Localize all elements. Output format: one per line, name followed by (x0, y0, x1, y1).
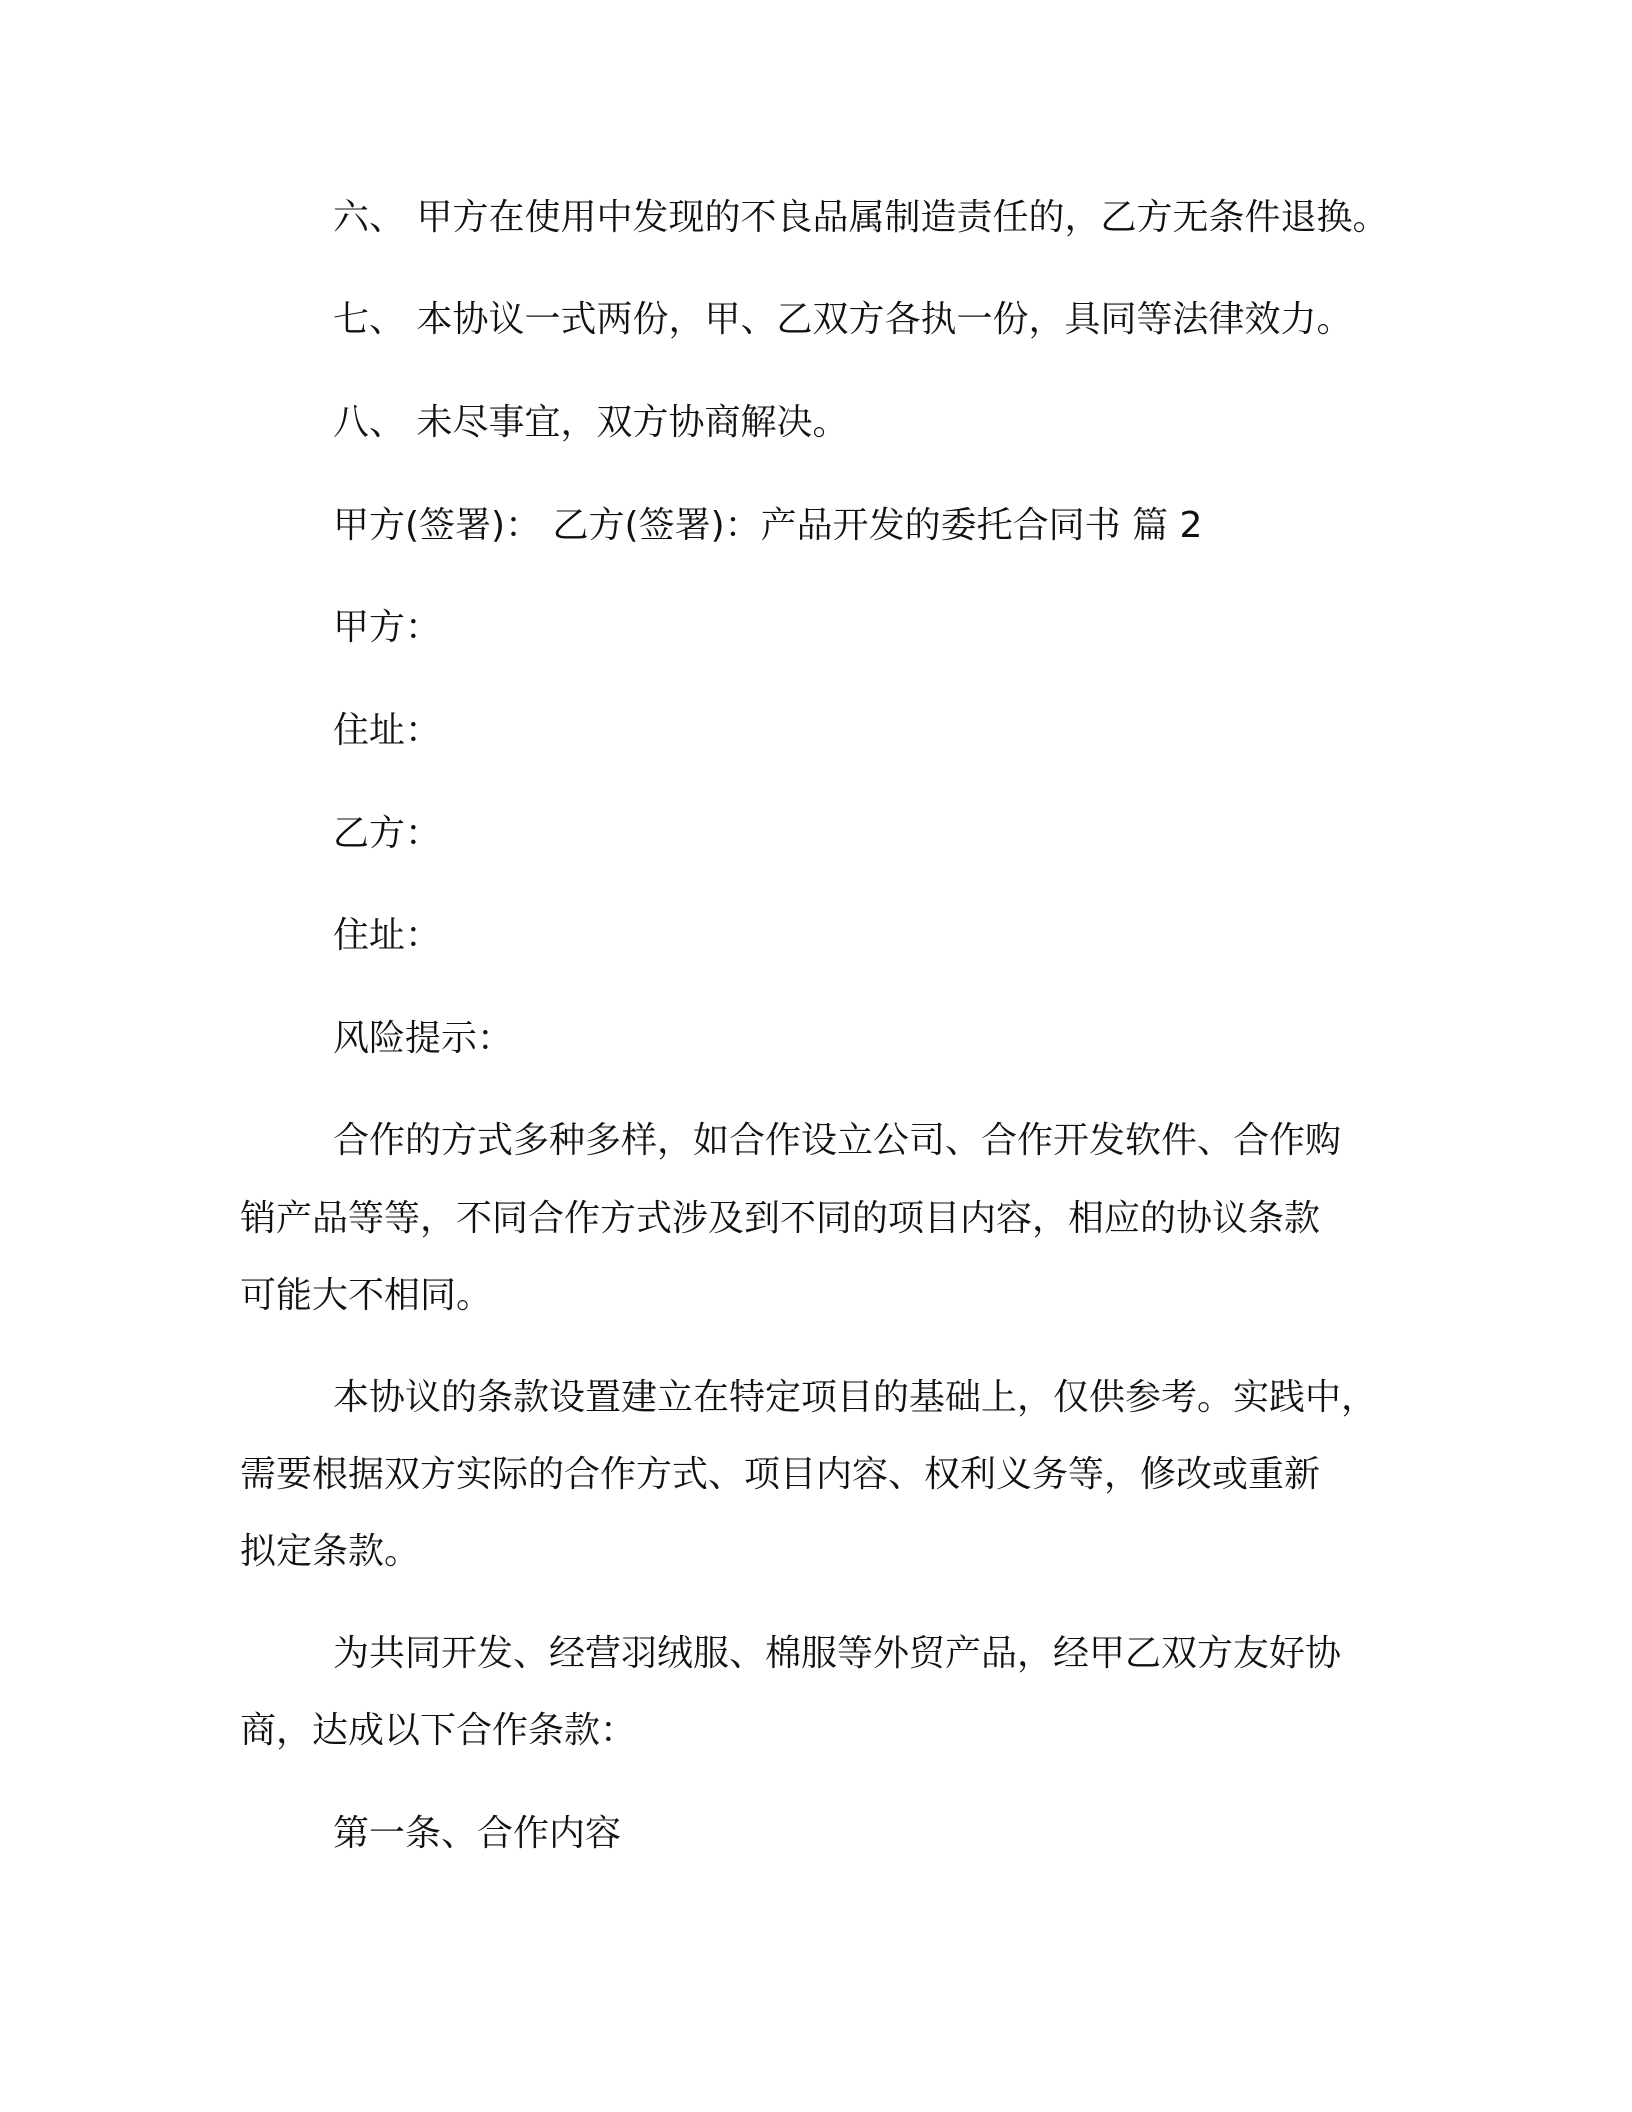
paragraph-line: 可能大不相同。 (240, 1275, 493, 1316)
party-a-label: 甲方： (333, 607, 442, 648)
paragraph-line: 合作的方式多种多样，如合作设立公司、合作开发软件、合作购 (333, 1120, 1342, 1161)
clause-eight: 八、 未尽事宜，双方协商解决。 (333, 402, 849, 443)
clause-seven: 七、 本协议一式两份，甲、乙双方各执一份，具同等法律效力。 (333, 299, 1353, 340)
paragraph-line: 商，达成以下合作条款： (240, 1710, 637, 1751)
section-heading: 第一条、合作内容 (333, 1813, 622, 1854)
party-b-label: 乙方： (333, 813, 442, 854)
paragraph-line: 拟定条款。 (240, 1531, 421, 1572)
paragraph-line: 本协议的条款设置建立在特定项目的基础上，仅供参考。实践中， (333, 1377, 1378, 1418)
party-b-address-label: 住址： (333, 915, 442, 956)
risk-notice-heading: 风险提示： (333, 1018, 514, 1059)
paragraph-line: 需要根据双方实际的合作方式、项目内容、权利义务等，修改或重新 (240, 1454, 1321, 1495)
clause-six: 六、 甲方在使用中发现的不良品属制造责任的，乙方无条件退换。 (333, 197, 1389, 238)
paragraph-line: 销产品等等，不同合作方式涉及到不同的项目内容，相应的协议条款 (240, 1198, 1321, 1239)
signature-line: 甲方(签署)： 乙方(签署)：产品开发的委托合同书 篇 2 (333, 505, 1203, 546)
paragraph-line: 为共同开发、经营羽绒服、棉服等外贸产品，经甲乙双方友好协 (333, 1633, 1342, 1674)
party-a-address-label: 住址： (333, 710, 442, 751)
